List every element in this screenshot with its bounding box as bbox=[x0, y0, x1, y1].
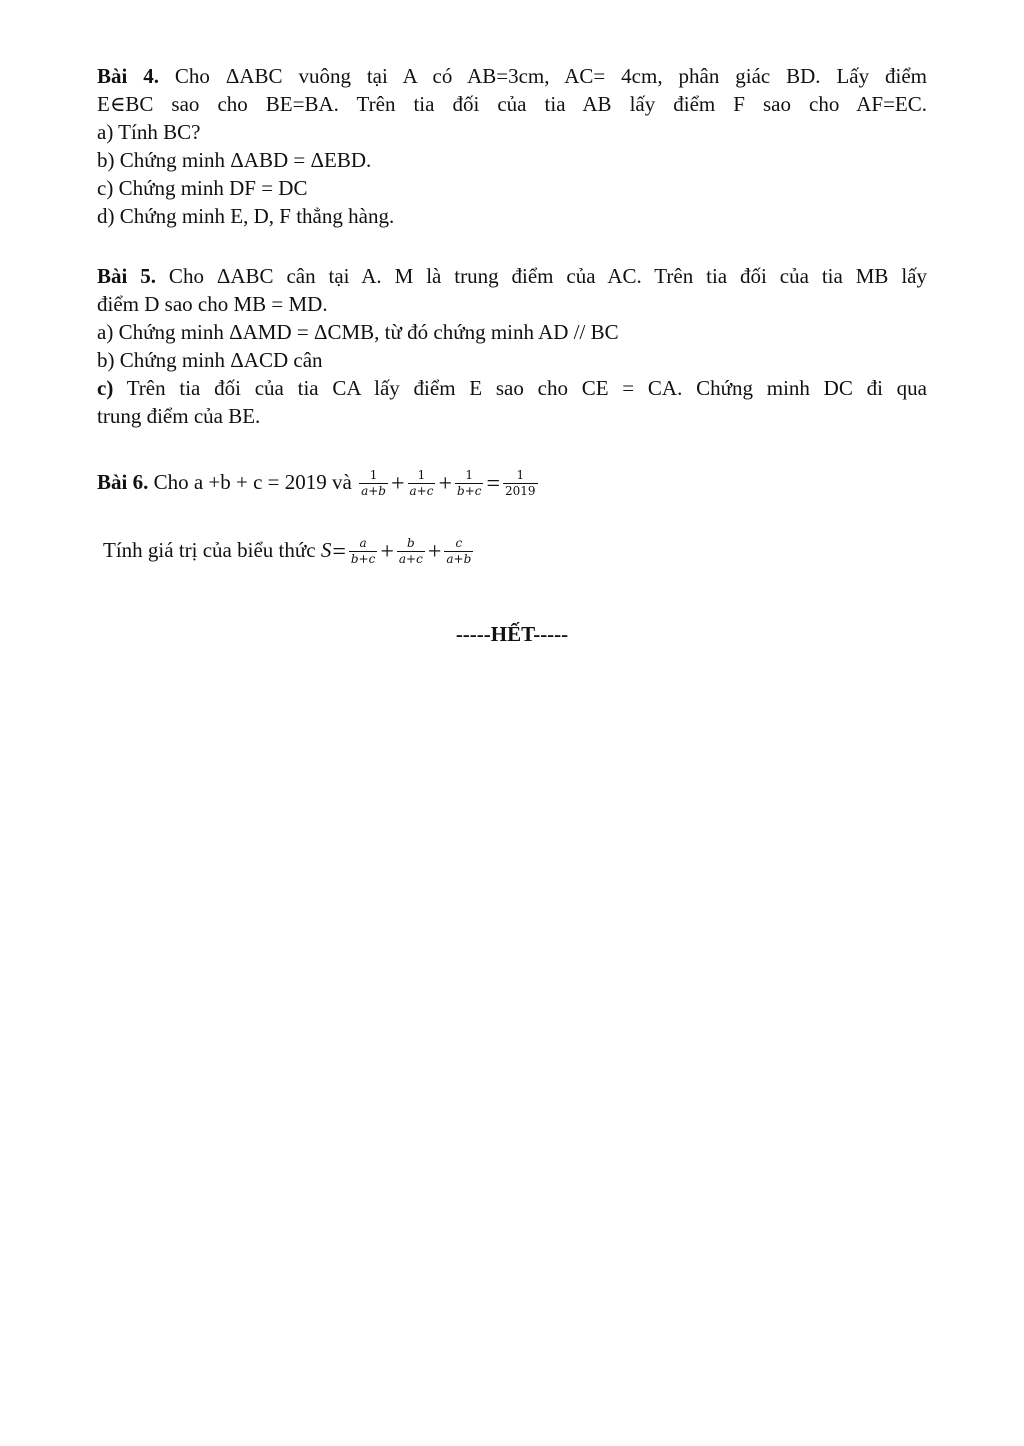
exercise-4-line-2: E∈BC sao cho BE=BA. Trên tia đối của tia AB lấy điểm F sao cho AF=EC. bbox=[97, 92, 927, 116]
fraction-1: $\frac{1}{a+b}$ bbox=[361, 467, 386, 498]
exercise-4-line-1: Bài 4. Cho ΔABC vuông tại A có AB=3cm, AC= 4cm, phân giác BD. Lấy điểm bbox=[97, 64, 928, 88]
exercise-5-part-b: b) Chứng minh ΔACD cân bbox=[97, 348, 323, 372]
exercise-6 bbox=[97, 462, 927, 570]
fraction-3: $\frac{1}{b+c}$ bbox=[457, 467, 482, 498]
exercise-4-heading: Bài 4. bbox=[97, 64, 160, 88]
s-fraction-3: $\frac{c}{a+b}$ bbox=[446, 535, 472, 566]
exercise-5 bbox=[97, 262, 927, 430]
exercise-6-line-1: Bài 6. Cho a +b + c = 2019 và $\frac{1}{a+b}$ + $\frac{1}{a+c}$ + $\frac{1}{b+c}$ = $\frac{1}{2019}$ bbox=[97, 467, 536, 498]
fraction-4: $\frac{1}{2019}$ bbox=[505, 467, 536, 498]
s-fraction-2: $\frac{b}{a+c}$ bbox=[398, 535, 423, 566]
exercise-4-part-d: d) Chứng minh E, D, F thẳng hàng. bbox=[97, 204, 395, 228]
exercise-4 bbox=[97, 62, 927, 230]
exercise-5-line-2: điểm D sao cho MB = MD. bbox=[97, 292, 328, 316]
exercise-6-heading: Bài 6. bbox=[97, 470, 149, 494]
exercise-6-line-2: Tính giá trị của biểu thức S= $\frac{a}{b+c}$ + $\frac{b}{a+c}$ + $\frac{c}{a+b}$ bbox=[103, 535, 472, 566]
exercise-5-part-c-line-1: c) Trên tia đối của tia CA lấy điểm E sao cho CE = CA. Chứng minh DC đi qua bbox=[97, 376, 927, 400]
exercise-4-part-c: c) Chứng minh DF = DC bbox=[97, 176, 308, 200]
end-mark: -----HẾT----- bbox=[455, 622, 569, 646]
s-fraction-1: $\frac{a}{b+c}$ bbox=[350, 535, 376, 566]
exercise-5-part-a: a) Chứng minh ΔAMD = ΔCMB, từ đó chứng minh AD // BC bbox=[97, 320, 619, 344]
exercise-5-line-1: Bài 5. Cho ΔABC cân tại A. M là trung điểm của AC. Trên tia đối của tia MB lấy bbox=[97, 264, 927, 288]
exercise-4-part-a: a) Tính BC? bbox=[97, 120, 201, 144]
fraction-2: $\frac{1}{a+c}$ bbox=[409, 467, 434, 498]
exercise-4-part-b: b) Chứng minh ΔABD = ΔEBD. bbox=[97, 148, 372, 172]
exercise-5-part-c-line-2: trung điểm của BE. bbox=[97, 404, 261, 428]
exercise-5-heading: Bài 5. bbox=[97, 264, 157, 288]
